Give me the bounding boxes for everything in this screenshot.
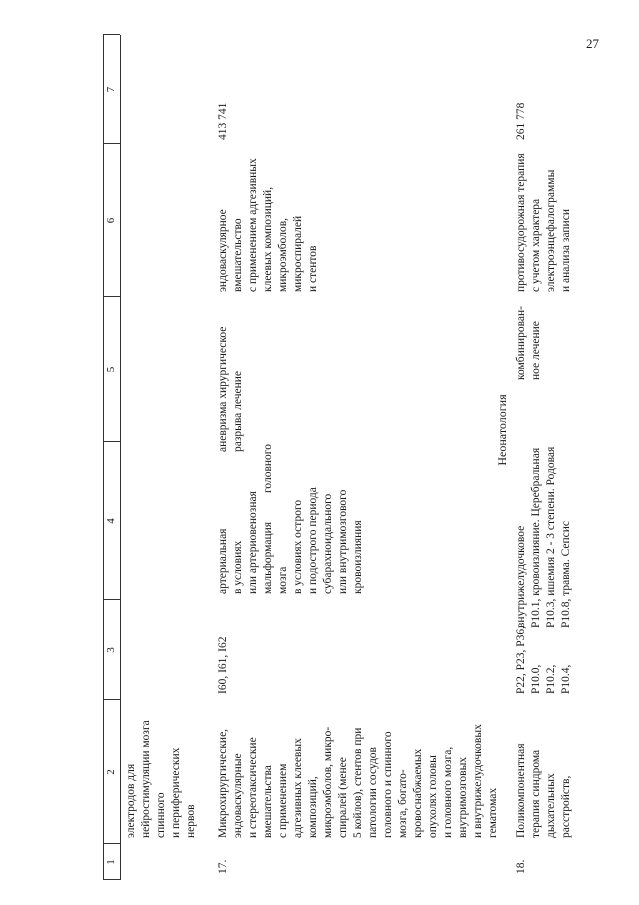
header-bottom-rule [120,35,121,880]
row18-col7: 261 778 [515,102,527,140]
col-header-4: 4 [105,518,117,524]
row18-number: 18. [515,859,527,874]
row17-col7: 413 741 [217,102,229,140]
row18-col6: противосудорожная терапия с учетом характера электроэнцефалограммы и анализа записи [515,153,572,292]
row17-col6: эндоваскулярное вмешательство с применением адгезивных клеевых композиций, микроэмболов, микроспиралей и стентов [217,158,319,292]
section-heading: Неонатология [495,394,509,466]
col-header-6: 6 [105,217,117,224]
row18-col5: комбинирован- ное лечение [515,306,542,380]
row18-col2: Поликомпонентная терапия синдрома дыхательных расстройств, [515,743,572,838]
row17-col2: Микрохирургические, эндоваскулярные и стереотаксические вмешательства с применением адгезивных клеевых композиций, микроэмболов, микро- спиралей (менее 5 койлов), стентов при патологии сосудов головного и спинного мозга, богато- кровоснабжаемых опухолях головы и головного мозга, внутримозговых и внутрижелудочковых гематомах [217,724,499,838]
row17-col5: аневризма хирургическое разрыва лечение [217,326,244,452]
continuation-col2: электродов для нейростимуляции мозга спинного и периферических нервов [125,720,197,838]
row17-number: 17. [217,859,229,874]
col-header-5: 5 [105,366,117,373]
row18-col4: внутрижелудочковое P10.1, кровоизлияние. Церебральная P10.3, ишемия 2 - 3 степени. Родовая P10.8, травма. Сепсис [515,446,572,628]
col-header-2: 2 [105,769,117,775]
rotated-table [100,35,572,880]
page-number: 27 [586,36,599,51]
row17-col4: артериальная в условиях или артериовенозная мальформация головного мозга в условиях острого и подострого периода субарахноидального или внутримозгового кровоизлияния [217,444,364,594]
col-header-7: 7 [105,86,117,93]
col-header-3: 3 [105,647,117,653]
row18-col3: P22, P23, P36, P10.0, P10.2, P10.4, [515,625,572,694]
row17-col3: I60, I61, I62 [217,636,229,694]
col-header-1: 1 [105,859,117,865]
